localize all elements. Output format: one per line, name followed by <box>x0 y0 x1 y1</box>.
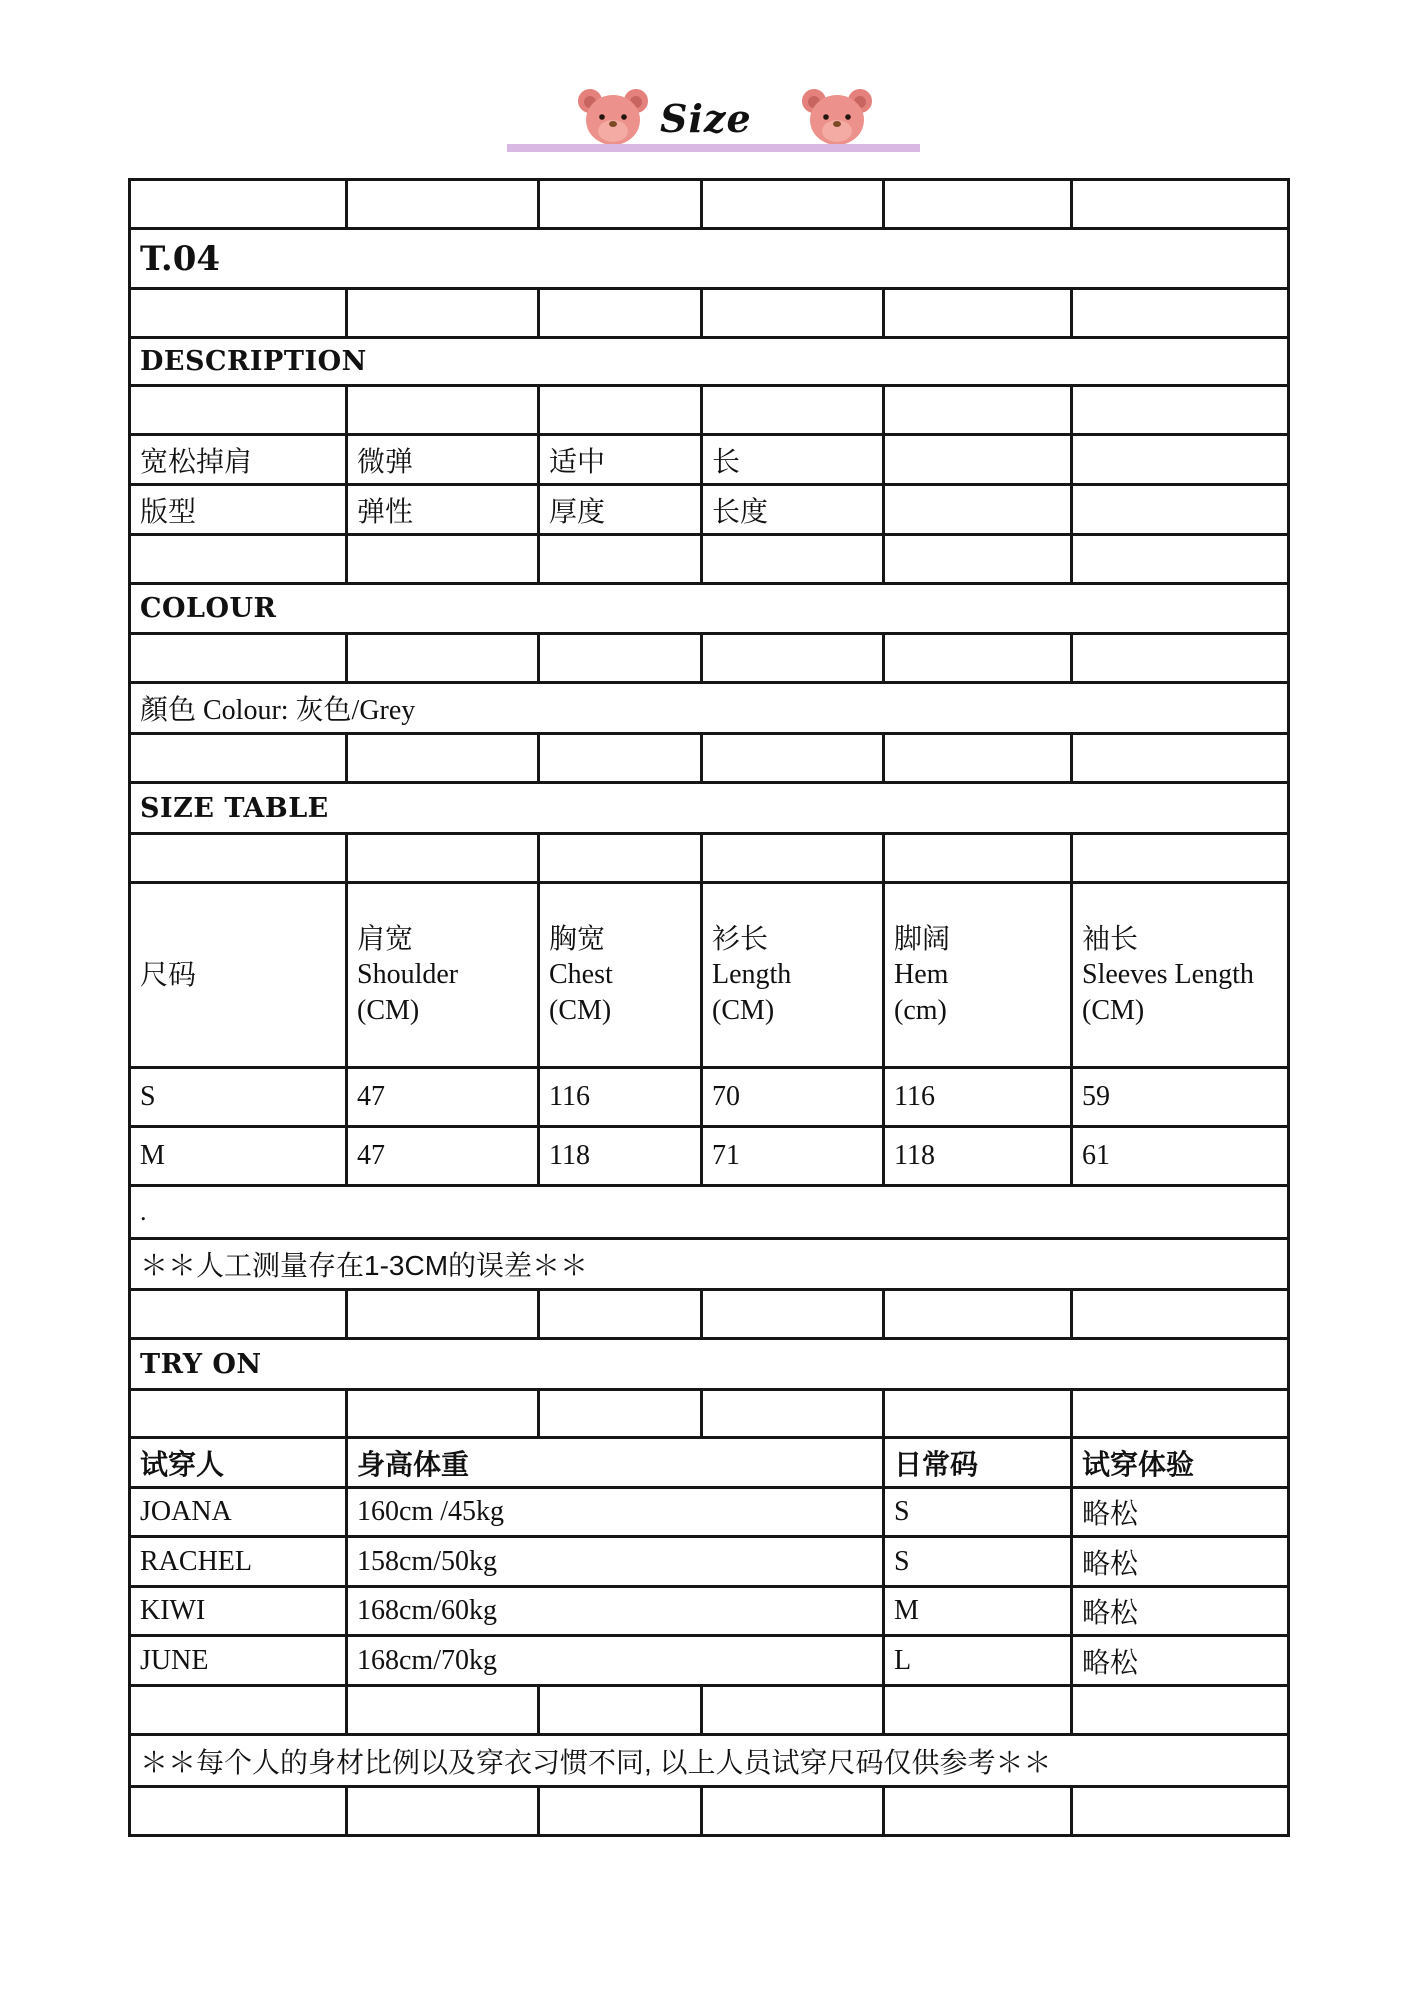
page-title: Size <box>660 96 752 141</box>
empty-cell <box>1072 734 1289 783</box>
column-header-hem: 脚阔 Hem (cm) <box>884 883 1072 1068</box>
column-header-tester: 试穿人 <box>130 1438 347 1488</box>
empty-cell <box>884 386 1072 435</box>
empty-cell <box>347 180 539 229</box>
page-header <box>0 0 1414 178</box>
description-label: 厚度 <box>539 485 702 535</box>
empty-cell <box>130 734 347 783</box>
description-header-row <box>130 338 1289 386</box>
empty-cell <box>130 180 347 229</box>
measurement-note-row <box>130 1239 1289 1290</box>
tester-name: JOANA <box>130 1488 347 1537</box>
empty-cell <box>702 535 884 584</box>
empty-cell <box>130 1686 347 1735</box>
empty-cell <box>347 1787 539 1836</box>
chest-cell: 118 <box>539 1127 702 1186</box>
empty-cell <box>130 386 347 435</box>
empty-cell <box>1072 180 1289 229</box>
section-title-description: DESCRIPTION <box>130 338 1289 386</box>
description-label: 弹性 <box>347 485 539 535</box>
empty-cell <box>347 634 539 683</box>
empty-cell <box>347 734 539 783</box>
empty-cell <box>702 1787 884 1836</box>
empty-cell <box>1072 1686 1289 1735</box>
empty-cell <box>884 634 1072 683</box>
height-weight: 168cm/60kg <box>347 1587 884 1636</box>
fit-feel: 略松 <box>1072 1587 1289 1636</box>
size-row-s <box>130 1068 1289 1127</box>
tester-name: JUNE <box>130 1636 347 1686</box>
empty-cell <box>130 289 347 338</box>
spacer-row <box>130 1390 1289 1438</box>
spacer-row <box>130 634 1289 683</box>
product-code: T.04 <box>130 229 1289 289</box>
hem-cell: 116 <box>884 1068 1072 1127</box>
try-on-header-row <box>130 1339 1289 1390</box>
usual-size: M <box>884 1587 1072 1636</box>
empty-cell <box>347 1290 539 1339</box>
colour-value: 顏色 Colour: 灰色/Grey <box>130 683 1289 734</box>
tester-name: RACHEL <box>130 1537 347 1587</box>
empty-cell <box>1072 289 1289 338</box>
empty-cell <box>1072 485 1289 535</box>
empty-cell <box>884 535 1072 584</box>
empty-cell <box>884 1390 1072 1438</box>
empty-cell <box>347 535 539 584</box>
empty-cell <box>130 634 347 683</box>
empty-cell <box>1072 435 1289 485</box>
empty-cell <box>130 834 347 883</box>
section-title-try-on: TRY ON <box>130 1339 1289 1390</box>
empty-cell <box>130 1787 347 1836</box>
size-row-m <box>130 1127 1289 1186</box>
usual-size: S <box>884 1488 1072 1537</box>
empty-cell <box>130 1290 347 1339</box>
spacer-row <box>130 535 1289 584</box>
empty-cell <box>347 386 539 435</box>
empty-cell <box>539 180 702 229</box>
empty-cell <box>539 1787 702 1836</box>
column-header-chest: 胸宽 Chest (CM) <box>539 883 702 1068</box>
empty-cell <box>702 634 884 683</box>
try-on-columns-row <box>130 1438 1289 1488</box>
try-on-note: ＊＊每个人的身材比例以及穿衣习惯不同, 以上人员试穿尺码仅供参考＊＊ <box>130 1735 1289 1787</box>
height-weight: 158cm/50kg <box>347 1537 884 1587</box>
empty-cell <box>539 1290 702 1339</box>
shoulder-cell: 47 <box>347 1068 539 1127</box>
empty-cell <box>1072 1290 1289 1339</box>
empty-cell <box>130 1390 347 1438</box>
length-cell: 71 <box>702 1127 884 1186</box>
spacer-row <box>130 1686 1289 1735</box>
dot-cell: . <box>130 1186 1289 1239</box>
description-label: 版型 <box>130 485 347 535</box>
size-table-header-row <box>130 783 1289 834</box>
empty-cell <box>884 435 1072 485</box>
empty-cell <box>884 1787 1072 1836</box>
chest-cell: 116 <box>539 1068 702 1127</box>
colour-value-row <box>130 683 1289 734</box>
tester-name: KIWI <box>130 1587 347 1636</box>
empty-cell <box>884 289 1072 338</box>
column-header-height-weight: 身高体重 <box>347 1438 884 1488</box>
sleeves-cell: 61 <box>1072 1127 1289 1186</box>
column-header-fit-feel: 试穿体验 <box>1072 1438 1289 1488</box>
empty-cell <box>1072 634 1289 683</box>
empty-cell <box>539 1390 702 1438</box>
description-value: 适中 <box>539 435 702 485</box>
colour-header-row <box>130 584 1289 634</box>
empty-cell <box>130 535 347 584</box>
dot-row <box>130 1186 1289 1239</box>
product-code-row <box>130 229 1289 289</box>
empty-cell <box>1072 386 1289 435</box>
empty-cell <box>539 535 702 584</box>
usual-size: L <box>884 1636 1072 1686</box>
spacer-row <box>130 1290 1289 1339</box>
empty-cell <box>347 834 539 883</box>
column-header-length: 衫长 Length (CM) <box>702 883 884 1068</box>
teddy-bear-icon <box>576 86 650 148</box>
empty-cell <box>539 289 702 338</box>
spacer-row <box>130 734 1289 783</box>
try-on-row <box>130 1537 1289 1587</box>
empty-cell <box>539 1686 702 1735</box>
height-weight: 168cm/70kg <box>347 1636 884 1686</box>
height-weight: 160cm /45kg <box>347 1488 884 1537</box>
spacer-row <box>130 289 1289 338</box>
column-header-shoulder: 肩宽 Shoulder (CM) <box>347 883 539 1068</box>
empty-cell <box>702 834 884 883</box>
measurement-note: ＊＊人工测量存在1-3CM的误差＊＊ <box>130 1239 1289 1290</box>
column-header-sleeves: 袖长 Sleeves Length (CM) <box>1072 883 1289 1068</box>
shoulder-cell: 47 <box>347 1127 539 1186</box>
size-cell: S <box>130 1068 347 1127</box>
sleeves-cell: 59 <box>1072 1068 1289 1127</box>
empty-cell <box>702 386 884 435</box>
empty-cell <box>347 1686 539 1735</box>
measurement-columns-row <box>130 883 1289 1068</box>
section-title-colour: COLOUR <box>130 584 1289 634</box>
spacer-row <box>130 1787 1289 1836</box>
empty-cell <box>702 289 884 338</box>
empty-cell <box>884 734 1072 783</box>
empty-cell <box>884 1290 1072 1339</box>
fit-feel: 略松 <box>1072 1537 1289 1587</box>
try-on-note-row <box>130 1735 1289 1787</box>
empty-cell <box>347 1390 539 1438</box>
empty-cell <box>884 834 1072 883</box>
fit-feel: 略松 <box>1072 1636 1289 1686</box>
description-labels-row <box>130 485 1289 535</box>
empty-cell <box>702 734 884 783</box>
empty-cell <box>702 1290 884 1339</box>
teddy-bear-icon <box>800 86 874 148</box>
spacer-row <box>130 180 1289 229</box>
column-header-size: 尺码 <box>130 883 347 1068</box>
fit-feel: 略松 <box>1072 1488 1289 1537</box>
empty-cell <box>884 485 1072 535</box>
empty-cell <box>1072 1390 1289 1438</box>
section-title-size-table: SIZE TABLE <box>130 783 1289 834</box>
empty-cell <box>539 834 702 883</box>
length-cell: 70 <box>702 1068 884 1127</box>
empty-cell <box>539 386 702 435</box>
empty-cell <box>1072 535 1289 584</box>
header-underline <box>507 144 920 152</box>
description-value: 微弹 <box>347 435 539 485</box>
empty-cell <box>539 634 702 683</box>
empty-cell <box>347 289 539 338</box>
empty-cell <box>884 180 1072 229</box>
empty-cell <box>702 1390 884 1438</box>
column-header-usual-size: 日常码 <box>884 1438 1072 1488</box>
empty-cell <box>1072 1787 1289 1836</box>
empty-cell <box>539 734 702 783</box>
empty-cell <box>1072 834 1289 883</box>
spacer-row <box>130 386 1289 435</box>
try-on-row <box>130 1587 1289 1636</box>
spacer-row <box>130 834 1289 883</box>
size-cell: M <box>130 1127 347 1186</box>
hem-cell: 118 <box>884 1127 1072 1186</box>
usual-size: S <box>884 1537 1072 1587</box>
description-value: 宽松掉肩 <box>130 435 347 485</box>
empty-cell <box>702 1686 884 1735</box>
empty-cell <box>702 180 884 229</box>
try-on-row <box>130 1636 1289 1686</box>
empty-cell <box>884 1686 1072 1735</box>
try-on-row <box>130 1488 1289 1537</box>
size-chart-table <box>128 178 1290 1837</box>
description-value: 长 <box>702 435 884 485</box>
description-label: 长度 <box>702 485 884 535</box>
description-values-row <box>130 435 1289 485</box>
